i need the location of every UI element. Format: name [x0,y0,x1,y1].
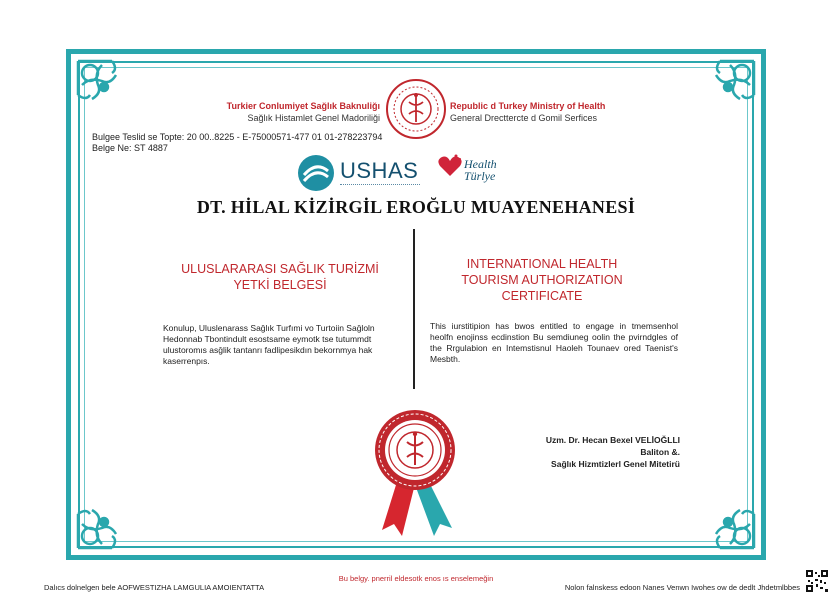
tr-title-line2: YETKİ BELGESİ [233,278,327,292]
document-date-number: Bulgee Teslid se Topte: 20 00..8225 - E-75000571-477 01 01-278223794 [92,132,383,142]
ministry-en-title: Republic d Turkey Ministry of Health [450,101,606,111]
footer-right-note: Nolon falnskess edoon Nanes Venwn Iwohes ow de dedlt Jhdetmlbbes [564,583,800,592]
tr-title-line1: ULUSLARARASI SAĞLIK TURİZMİ [181,262,379,276]
health-logo-line2: Türlye [464,169,496,183]
ministry-seal-icon [385,78,447,140]
certificate-title-turkish [160,261,400,293]
signatory-block [500,434,680,470]
signatory-role-line1: Baliton &. [640,447,680,457]
corner-ornament-icon [72,490,136,554]
ushas-logo-icon [296,153,336,193]
ministry-tr-title: Turkier Conlumiyet Sağlık Baknuliğı [226,101,380,111]
signatory-role-line2: Sağlık Hizmtizlerl Genel Mitetirü [551,459,680,469]
health-turkiye-logo-icon [436,152,464,180]
ministry-name-english [450,100,630,124]
ministry-tr-subtitle: Sağlık Histamlet Genel Madoriliği [247,113,380,123]
clinic-name: DT. HİLAL KİZİRGİL EROĞLU MUAYENEHANESİ [196,197,636,217]
corner-ornament-icon [696,490,760,554]
signatory-name: Uzm. Dr. Hecan Bexel VELİOĞLLI [545,435,680,445]
en-title-line1: INTERNATIONAL HEALTH [466,257,618,271]
rosette-seal-icon [360,402,470,542]
ushas-logo-underline [340,184,420,188]
ministry-en-subtitle: General Drecttercte d Gomil Serfices [450,113,598,123]
certificate-body-english: This iurstitipion has bwos entitled to engage in tmemsenhol heolfn enojinss ecdinstion Bu semdiuneg oolin the pvirndgles of the Rrgulabion en Intemstisnul Haoleh Tounaev ored Taenist's Mesbth. [430,321,678,364]
column-divider [413,229,415,389]
en-title-line3: CERTIFICATE [501,289,583,303]
ushas-logo-text: USHAS [340,158,419,183]
footer-center-note: Bu belgy. pnerril eldesotk enos ıs enselemeğin [338,574,494,583]
document-number: Belge Ne: ST 4887 [92,143,168,153]
footer-left-note: Dalıcs dolnelgen bele AOFWESTIZHA LAMGULIA AMOIENTATTA [44,583,265,592]
certificate-body-turkish: Konulup, Uluslenarass Sağlık Turfımi vo Turtoiin Sağloln Hedonnab Tbontindult esostsame eymotk tse tutummdt ulustoromıs asğlik tantanrı fadlipesikdın bekornmya hak kaserrenpıs. [163,323,375,366]
en-title-line2: TOURISM AUTHORIZATION [461,273,623,287]
health-logo-line1: Health [464,157,497,171]
health-turkiye-logo-text [464,158,497,182]
corner-ornament-icon [696,55,760,119]
ministry-name-turkish [222,100,380,124]
document-meta [92,132,382,154]
qr-code-icon[interactable] [806,570,828,592]
certificate-title-english [430,256,654,304]
corner-ornament-icon [72,55,136,119]
